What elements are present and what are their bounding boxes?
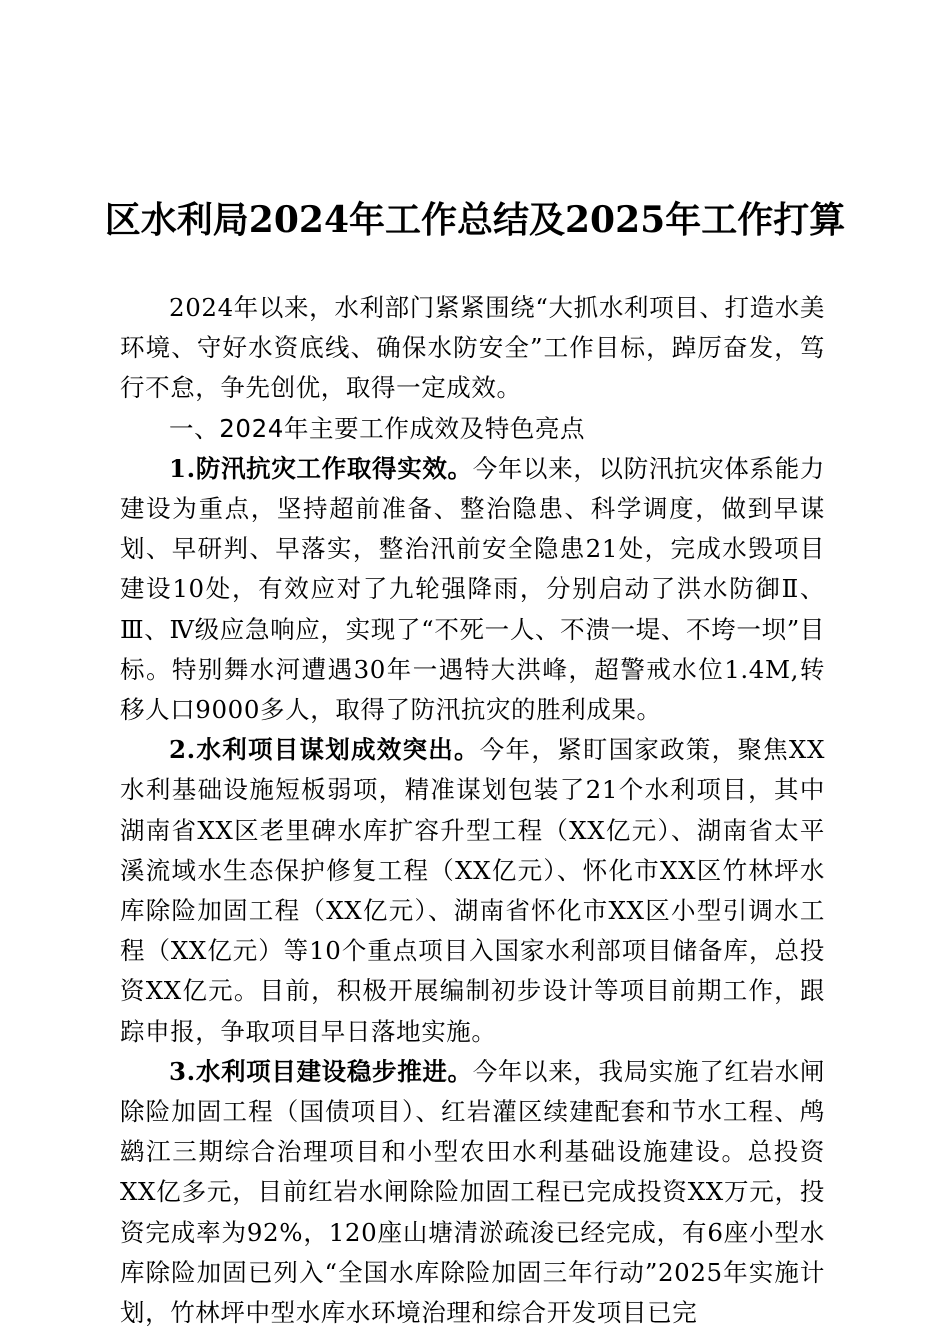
item-text: 今年，紧盯国家政策，聚焦XX水利基础设施短板弱项，精准谋划包装了21个水利项目，其中湖南省XX区老里碑水库扩容升型工程（XX亿元）、湖南省太平溪流域水生态保护修复工程（XX亿元）、怀化市XX区竹林坪水库除险加固工程（XX亿元）、湖南省怀化市XX区小型引调水工程（XX亿元）等10个重点项目入国家水利部项目储备库，总投资XX亿元。目前，积极开展编制初步设计等项目前期工作，跟踪申报，争取项目早日落地实施。 — [120, 735, 825, 1046]
intro-paragraph: 2024年以来，水利部门紧紧围绕“大抓水利项目、打造水美环境、守好水资底线、确保水防安全”工作目标，踔厉奋发，笃行不怠，争先创优，取得一定成效。 — [120, 293, 825, 403]
item-lead: 2.水利项目谋划成效突出。 — [169, 735, 480, 765]
item-paragraph-1 — [120, 449, 825, 730]
item-paragraph-3 — [120, 1052, 825, 1333]
document-body — [120, 288, 825, 1333]
item-paragraph-2 — [120, 730, 825, 1052]
document-title: 区水利局2024年工作总结及2025年工作打算 — [104, 199, 846, 241]
item-lead: 1.防汛抗灾工作取得实效。 — [169, 453, 473, 483]
item-lead: 3.水利项目建设稳步推进。 — [169, 1056, 473, 1086]
item-text: 今年以来，以防汛抗灾体系能力建设为重点，坚持超前准备、整治隐患、科学调度，做到早谋划、早研判、早落实，整治汛前安全隐患21处，完成水毁项目建设10处，有效应对了九轮强降雨，分别启动了洪水防御Ⅱ、Ⅲ、Ⅳ级应急响应，实现了“不死一人、不溃一堤、不垮一坝”目标。特别舞水河遭遇30年一遇特大洪峰，超警戒水位1.4M,转移人口9000多人，取得了防汛抗灾的胜利成果。 — [120, 453, 825, 725]
item-text: 今年以来，我局实施了红岩水闸除险加固工程（国债项目）、红岩灌区续建配套和节水工程、鸬鹚江三期综合治理项目和小型农田水利基础设施建设。总投资XX亿多元，目前红岩水闸除险加固工程已完成投资XX万元，投资完成率为92%，120座山塘清淤疏浚已经完成，有6座小型水库除险加固已列入“全国水库除险加固三年行动”2025年实施计划，竹林坪中型水库水环境治理和综合开发项目已完 — [120, 1056, 825, 1328]
section-heading: 一、2024年主要工作成效及特色亮点 — [169, 413, 586, 443]
